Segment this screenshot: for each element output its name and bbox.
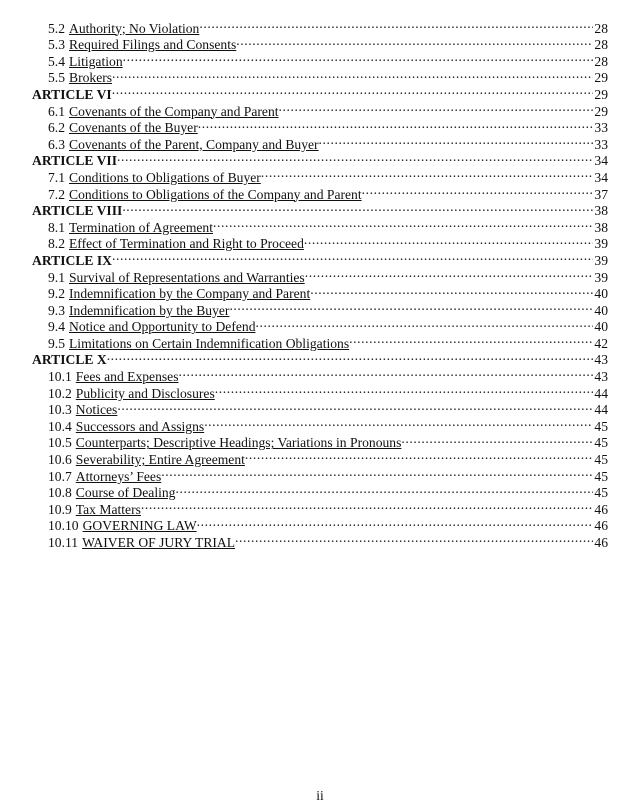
toc-dot-leader — [279, 99, 594, 116]
toc-entry-page: 39 — [594, 269, 608, 285]
toc-entry-title[interactable]: Limitations on Certain Indemnification Obligations — [69, 335, 350, 351]
toc-entry-number: 10.7 — [48, 468, 72, 484]
toc-entry-number: 10.6 — [48, 452, 72, 468]
toc-section-entry[interactable] — [32, 398, 608, 418]
toc-section-entry[interactable] — [32, 265, 608, 285]
toc-dot-leader — [197, 514, 594, 531]
toc-entry-title[interactable]: Conditions to Obligations of Buyer — [69, 169, 261, 185]
toc-entry-number: 5.5 — [48, 70, 65, 86]
toc-dot-leader — [362, 182, 594, 199]
toc-entry-title[interactable]: Successors and Assigns — [75, 418, 205, 434]
toc-dot-leader — [229, 298, 593, 315]
toc-entry-number: 8.1 — [48, 219, 65, 235]
toc-entry-page: 37 — [594, 186, 608, 202]
toc-entry-title[interactable]: Litigation — [69, 53, 123, 69]
toc-entry-page: 40 — [594, 286, 608, 302]
toc-entry-title[interactable]: Required Filings and Consents — [69, 37, 237, 53]
toc-entry-page: 44 — [594, 402, 608, 418]
toc-entry-number: 5.4 — [48, 53, 65, 69]
toc-dot-leader — [256, 315, 594, 332]
toc-entry-title: ARTICLE IX — [32, 252, 112, 268]
toc-entry-page: 45 — [594, 485, 608, 501]
toc-dot-leader — [319, 132, 594, 149]
toc-entry-title: ARTICLE X — [32, 352, 107, 368]
toc-entry-title[interactable]: Conditions to Obligations of the Company and Parent — [69, 186, 362, 202]
toc-dot-leader — [141, 497, 594, 514]
toc-entry-title[interactable]: WAIVER OF JURY TRIAL — [82, 535, 236, 550]
toc-entry-number: 10.5 — [48, 435, 72, 451]
toc-entry-page: 43 — [594, 369, 608, 385]
page-number: ii — [316, 788, 324, 803]
toc-dot-leader — [112, 82, 594, 99]
toc-entry-page: 46 — [594, 518, 608, 534]
toc-entry-title[interactable]: Indemnification by the Buyer — [69, 302, 230, 318]
toc-entry-title[interactable]: Effect of Termination and Right to Proceed — [69, 236, 304, 252]
toc-entry-title[interactable]: Notice and Opportunity to Defend — [69, 319, 256, 335]
toc-entry-page: 42 — [594, 335, 608, 351]
toc-entry-page: 45 — [594, 468, 608, 484]
toc-entry-title[interactable]: Authority; No Violation — [69, 20, 200, 36]
toc-entry-title[interactable]: Publicity and Disclosures — [75, 385, 215, 401]
toc-entry-title[interactable]: Termination of Agreement — [69, 219, 214, 235]
toc-entry-number: 10.4 — [48, 418, 72, 434]
toc-dot-leader — [175, 481, 593, 498]
toc-dot-leader — [117, 398, 593, 415]
toc-dot-leader — [236, 33, 593, 50]
toc-dot-leader — [112, 248, 593, 265]
toc-entry-number: 10.2 — [48, 385, 72, 401]
toc-entry-title[interactable]: Covenants of the Buyer — [69, 120, 198, 136]
toc-dot-leader — [112, 66, 593, 83]
toc-entry-page: 28 — [594, 53, 608, 69]
toc-dot-leader — [310, 282, 593, 299]
toc-entry-number: 6.1 — [48, 103, 65, 119]
toc-dot-leader — [215, 381, 594, 398]
toc-entry-page: 45 — [594, 452, 608, 468]
toc-entry-page: 45 — [594, 418, 608, 434]
toc-entry-page: 29 — [594, 103, 608, 119]
toc-entry-title[interactable]: Tax Matters — [75, 501, 141, 517]
toc-entry-page: 29 — [594, 70, 608, 86]
toc-entry-title: ARTICLE VI — [32, 86, 112, 102]
toc-article-heading — [32, 348, 608, 368]
toc-dot-leader — [213, 215, 593, 232]
toc-entry-number: 10.1 — [48, 369, 72, 385]
toc-entry-number: 10.8 — [48, 485, 72, 501]
toc-dot-leader — [123, 49, 594, 66]
toc-entry-page: 45 — [594, 435, 608, 451]
toc-entry-page: 33 — [594, 136, 608, 152]
toc-entry-page: 34 — [594, 169, 608, 185]
toc-entry-page: 43 — [594, 352, 608, 368]
toc-entry-page: 39 — [594, 252, 608, 268]
toc-entry-number: 7.1 — [48, 169, 65, 185]
toc-entry-page: 38 — [594, 219, 608, 235]
toc-dot-leader — [107, 348, 594, 365]
toc-entry-title[interactable]: Survival of Representations and Warranties — [69, 269, 305, 285]
toc-entry-page: 34 — [594, 153, 608, 169]
toc-entry-title[interactable]: Severability; Entire Agreement — [75, 452, 245, 468]
toc-entry-number: 10.3 — [48, 402, 72, 418]
toc-entry-number: 10.10 — [48, 518, 79, 534]
toc-entry-number: 6.3 — [48, 136, 65, 152]
toc-dot-leader — [178, 364, 593, 381]
toc-entry-title[interactable]: Course of Dealing — [75, 485, 176, 501]
toc-entry-page: 33 — [594, 120, 608, 136]
toc-entry-number: 9.5 — [48, 335, 65, 351]
toc-dot-leader — [122, 199, 593, 216]
toc-entry-number: 6.2 — [48, 120, 65, 136]
toc-article-heading — [32, 82, 608, 102]
toc-entry-title[interactable]: GOVERNING LAW — [82, 518, 197, 534]
toc-dot-leader — [401, 431, 593, 448]
toc-dot-leader — [117, 149, 593, 166]
toc-dot-leader — [261, 165, 594, 182]
toc-entry-page: 40 — [594, 319, 608, 335]
toc-dot-leader — [349, 331, 593, 348]
toc-dot-leader — [235, 530, 593, 547]
toc-dot-leader — [198, 116, 594, 133]
toc-entry-page: 38 — [594, 203, 608, 219]
toc-entry-page: 28 — [594, 20, 608, 36]
toc-article-heading — [32, 149, 608, 169]
toc-entry-title[interactable]: Covenants of the Parent, Company and Buyer — [69, 136, 319, 152]
toc-entry-number: 9.1 — [48, 269, 65, 285]
toc-entry-page: 46 — [594, 535, 608, 550]
toc-entry-page: 39 — [594, 236, 608, 252]
toc-section-entry[interactable] — [32, 99, 608, 119]
toc-entry-title: ARTICLE VIII — [32, 203, 123, 219]
toc-section-entry[interactable] — [32, 66, 608, 86]
toc-entry-number: 9.2 — [48, 286, 65, 302]
toc-dot-leader — [304, 232, 594, 249]
toc-entry-title[interactable]: Brokers — [69, 70, 113, 86]
toc-entry-page: 40 — [594, 302, 608, 318]
toc-entry-title[interactable]: Attorneys’ Fees — [75, 468, 162, 484]
toc-dot-leader — [199, 16, 593, 33]
table-of-contents — [32, 16, 608, 550]
toc-entry-title: ARTICLE VII — [32, 153, 118, 169]
toc-section-entry[interactable] — [32, 16, 608, 36]
toc-section-entry[interactable] — [32, 165, 608, 185]
toc-dot-leader — [245, 447, 593, 464]
toc-entry-number: 10.11 — [48, 535, 79, 550]
toc-entry-title[interactable]: Notices — [75, 402, 118, 418]
toc-entry-title[interactable]: Covenants of the Company and Parent — [69, 103, 279, 119]
toc-entry-page: 46 — [594, 501, 608, 517]
toc-entry-number: 5.3 — [48, 37, 65, 53]
toc-entry-page: 29 — [594, 86, 608, 102]
toc-entry-number: 7.2 — [48, 186, 65, 202]
toc-dot-leader — [161, 464, 593, 481]
toc-entry-number: 5.2 — [48, 20, 65, 36]
toc-entry-number: 8.2 — [48, 236, 65, 252]
toc-entry-title[interactable]: Counterparts; Descriptive Headings; Variations in Pronouns — [75, 435, 402, 451]
toc-entry-title[interactable]: Indemnification by the Company and Parent — [69, 286, 311, 302]
toc-entry-page: 44 — [594, 385, 608, 401]
toc-entry-title[interactable]: Fees and Expenses — [75, 369, 179, 385]
toc-entry-number: 10.9 — [48, 501, 72, 517]
toc-dot-leader — [204, 414, 593, 431]
toc-dot-leader — [305, 265, 594, 282]
toc-entry-page: 28 — [594, 37, 608, 53]
toc-section-entry[interactable] — [32, 414, 608, 434]
toc-article-heading — [32, 248, 608, 268]
toc-section-entry[interactable] — [32, 364, 608, 385]
toc-entry-number: 9.4 — [48, 319, 65, 335]
toc-entry-number: 9.3 — [48, 302, 65, 318]
